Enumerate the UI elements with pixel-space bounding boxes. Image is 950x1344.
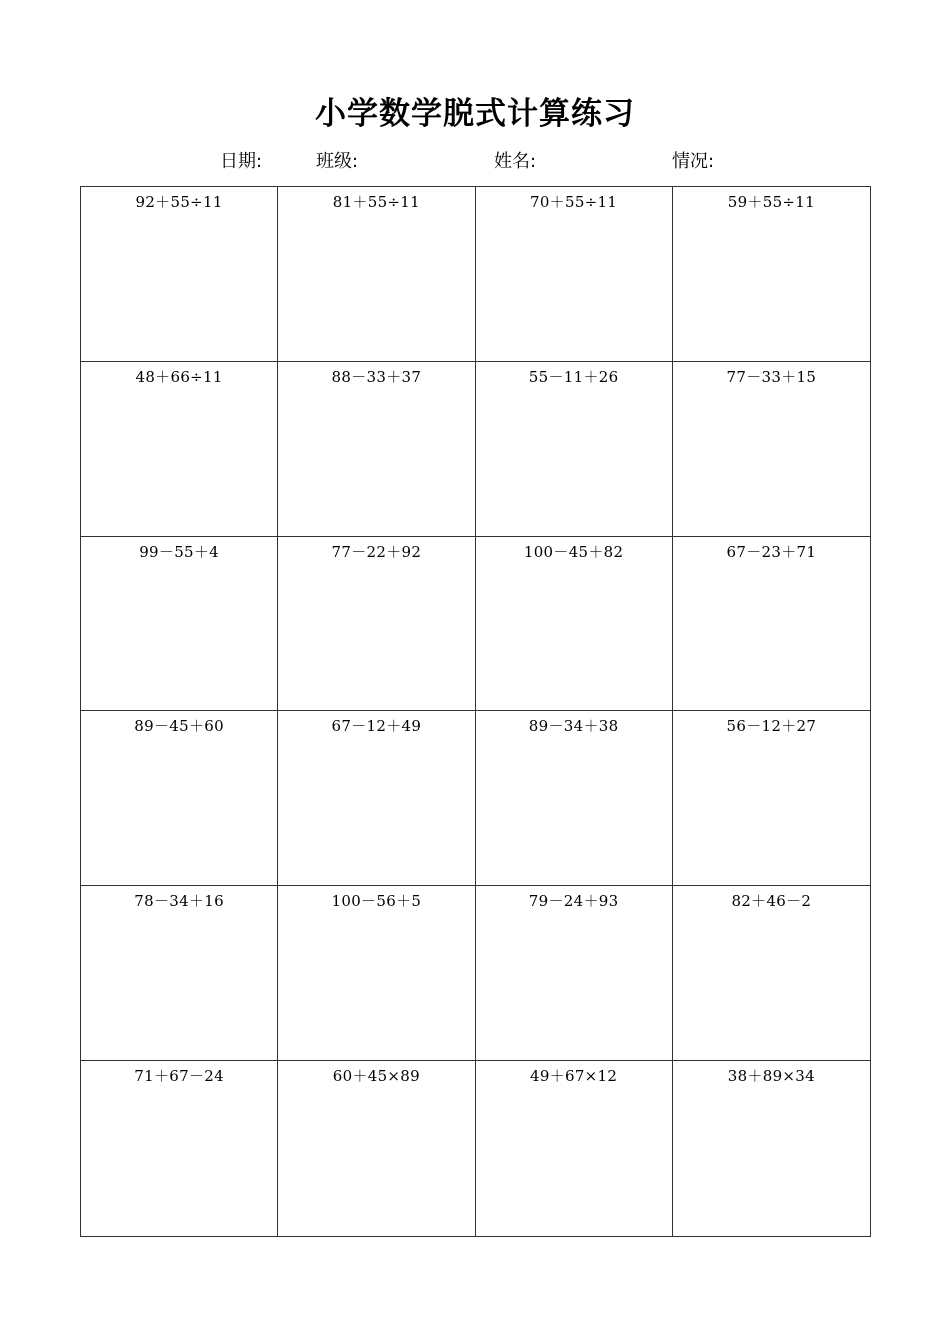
problem-cell bbox=[278, 1061, 475, 1236]
problem-expression: 99－55＋4 bbox=[139, 542, 220, 561]
problem-cell bbox=[81, 537, 278, 712]
problem-expression: 71＋67－24 bbox=[134, 1067, 224, 1086]
problem-cell bbox=[673, 711, 870, 886]
problem-cell bbox=[673, 537, 870, 712]
problem-expression: 100－45＋82 bbox=[523, 542, 624, 561]
problem-cell bbox=[673, 1061, 870, 1236]
problem-cell bbox=[278, 886, 475, 1061]
problem-expression: 49＋67×12 bbox=[530, 1067, 618, 1086]
problem-cell bbox=[476, 362, 673, 537]
problem-expression: 56－12＋27 bbox=[726, 717, 817, 736]
problem-expression: 82＋46－2 bbox=[731, 892, 812, 911]
problem-cell bbox=[476, 537, 673, 712]
problem-expression: 67－12＋49 bbox=[331, 717, 422, 736]
problem-expression: 38＋89×34 bbox=[727, 1067, 815, 1086]
problem-cell bbox=[81, 1061, 278, 1236]
problem-expression: 55－11＋26 bbox=[528, 367, 619, 386]
problem-cell bbox=[278, 537, 475, 712]
problem-expression: 77－22＋92 bbox=[331, 542, 422, 561]
class-field-label: 班级: bbox=[316, 151, 359, 172]
problem-expression: 92＋55÷11 bbox=[135, 193, 223, 211]
problem-cell bbox=[278, 187, 475, 362]
worksheet-title: 小学数学脱式计算练习 bbox=[315, 96, 635, 132]
problem-expression: 48＋66÷11 bbox=[135, 367, 223, 386]
problem-expression: 89－45＋60 bbox=[134, 717, 224, 736]
problem-expression: 67－23＋71 bbox=[726, 542, 817, 561]
problem-cell bbox=[476, 1061, 673, 1236]
problem-grid bbox=[80, 186, 871, 1237]
problem-expression: 77－33＋15 bbox=[726, 367, 817, 386]
problem-expression: 100－56＋5 bbox=[331, 892, 422, 911]
problem-expression: 89－34＋38 bbox=[528, 717, 619, 736]
problem-expression: 79－24＋93 bbox=[528, 892, 619, 911]
problem-cell bbox=[476, 711, 673, 886]
problem-cell bbox=[673, 187, 870, 362]
problem-expression: 60＋45×89 bbox=[332, 1067, 420, 1086]
problem-expression: 78－34＋16 bbox=[134, 892, 224, 911]
problem-cell bbox=[278, 711, 475, 886]
problem-expression: 81＋55÷11 bbox=[332, 193, 420, 211]
problem-cell bbox=[81, 187, 278, 362]
problem-cell bbox=[81, 711, 278, 886]
name-field-label: 姓名: bbox=[494, 151, 537, 172]
problem-cell bbox=[476, 886, 673, 1061]
problem-cell bbox=[476, 187, 673, 362]
problem-cell bbox=[673, 362, 870, 537]
problem-cell bbox=[81, 886, 278, 1061]
problem-cell bbox=[673, 886, 870, 1061]
problem-expression: 59＋55÷11 bbox=[727, 193, 815, 211]
status-field-label: 情况: bbox=[672, 151, 715, 172]
problem-cell bbox=[278, 362, 475, 537]
problem-expression: 88－33＋37 bbox=[331, 367, 422, 386]
problem-expression: 70＋55÷11 bbox=[530, 193, 618, 211]
date-field-label: 日期: bbox=[220, 151, 263, 172]
problem-cell bbox=[81, 362, 278, 537]
